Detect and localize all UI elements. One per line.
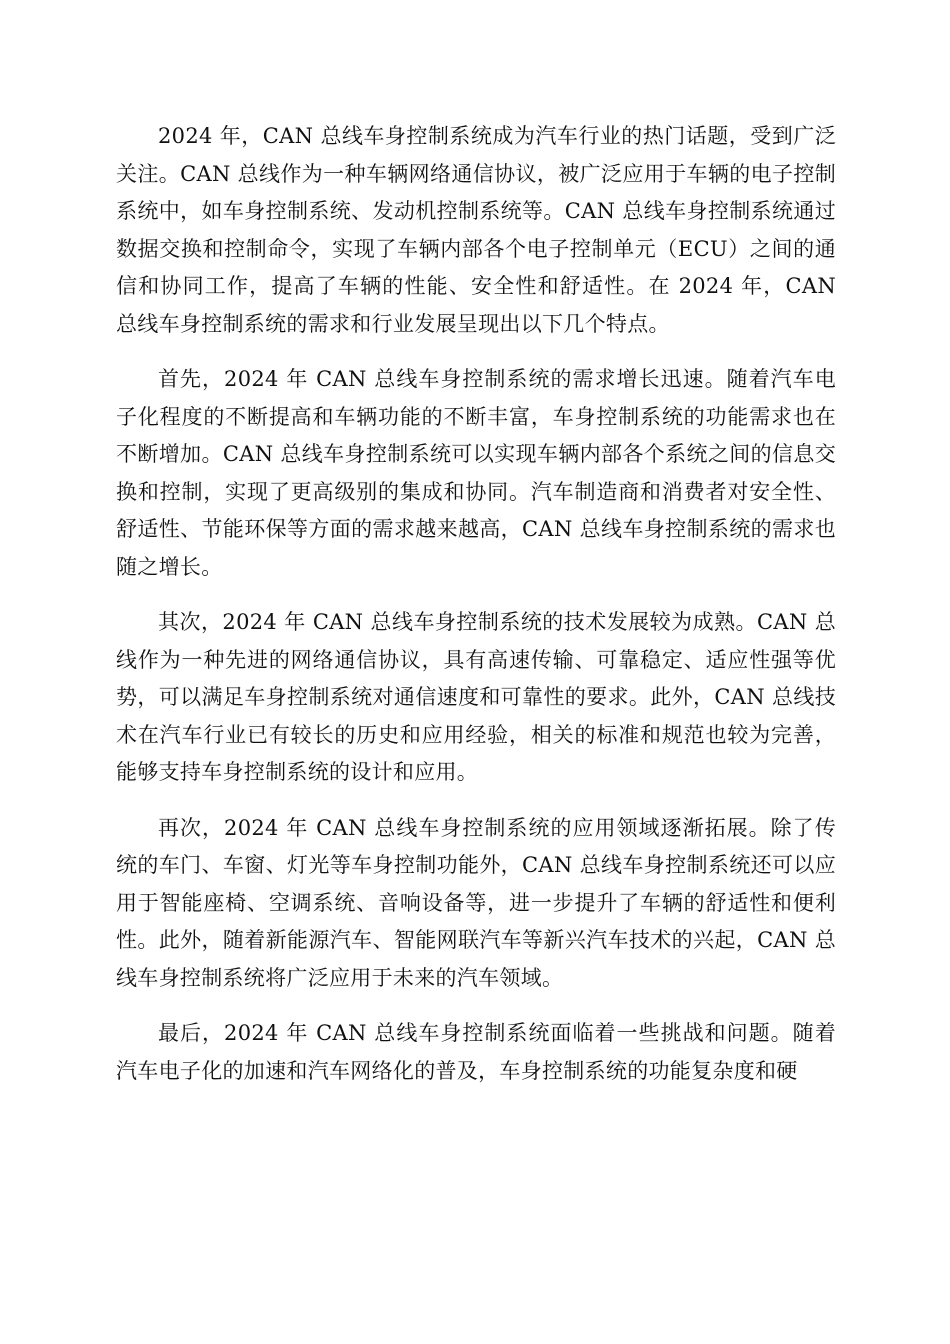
document-body: [116, 118, 836, 1108]
paragraph-intro: 2024 年，CAN 总线车身控制系统成为汽车行业的热门话题，受到广泛关注。CAN 总线作为一种车辆网络通信协议，被广泛应用于车辆的电子控制系统中，如车身控制系统、发动机控制系统等。CAN 总线车身控制系统通过数据交换和控制命令，实现了车辆内部各个电子控制单元（ECU）之间的通信和协同工作，提高了车辆的性能、安全性和舒适性。在 2024 年，CAN 总线车身控制系统的需求和行业发展呈现出以下几个特点。: [116, 124, 836, 336]
paragraph-technology-maturity: 其次，2024 年 CAN 总线车身控制系统的技术发展较为成熟。CAN 总线作为一种先进的网络通信协议，具有高速传输、可靠稳定、适应性强等优势，可以满足车身控制系统对通信速度和可靠性的要求。此外，CAN 总线技术在汽车行业已有较长的历史和应用经验，相关的标准和规范也较为完善，能够支持车身控制系统的设计和应用。: [116, 610, 836, 784]
paragraph-challenges: 最后，2024 年 CAN 总线车身控制系统面临着一些挑战和问题。随着汽车电子化的加速和汽车网络化的普及，车身控制系统的功能复杂度和硬: [116, 1021, 836, 1083]
paragraph-application-expansion: 再次，2024 年 CAN 总线车身控制系统的应用领域逐渐拓展。除了传统的车门、车窗、灯光等车身控制功能外，CAN 总线车身控制系统还可以应用于智能座椅、空调系统、音响设备等，进一步提升了车辆的舒适性和便利性。此外，随着新能源汽车、智能网联汽车等新兴汽车技术的兴起，CAN 总线车身控制系统将广泛应用于未来的汽车领域。: [116, 815, 836, 990]
paragraph-demand-growth: 首先，2024 年 CAN 总线车身控制系统的需求增长迅速。随着汽车电子化程度的不断提高和车辆功能的不断丰富，车身控制系统的功能需求也在不断增加。CAN 总线车身控制系统可以实现车辆内部各个系统之间的信息交换和控制，实现了更高级别的集成和协同。汽车制造商和消费者对安全性、舒适性、节能环保等方面的需求越来越高，CAN 总线车身控制系统的需求也随之增长。: [116, 367, 836, 579]
